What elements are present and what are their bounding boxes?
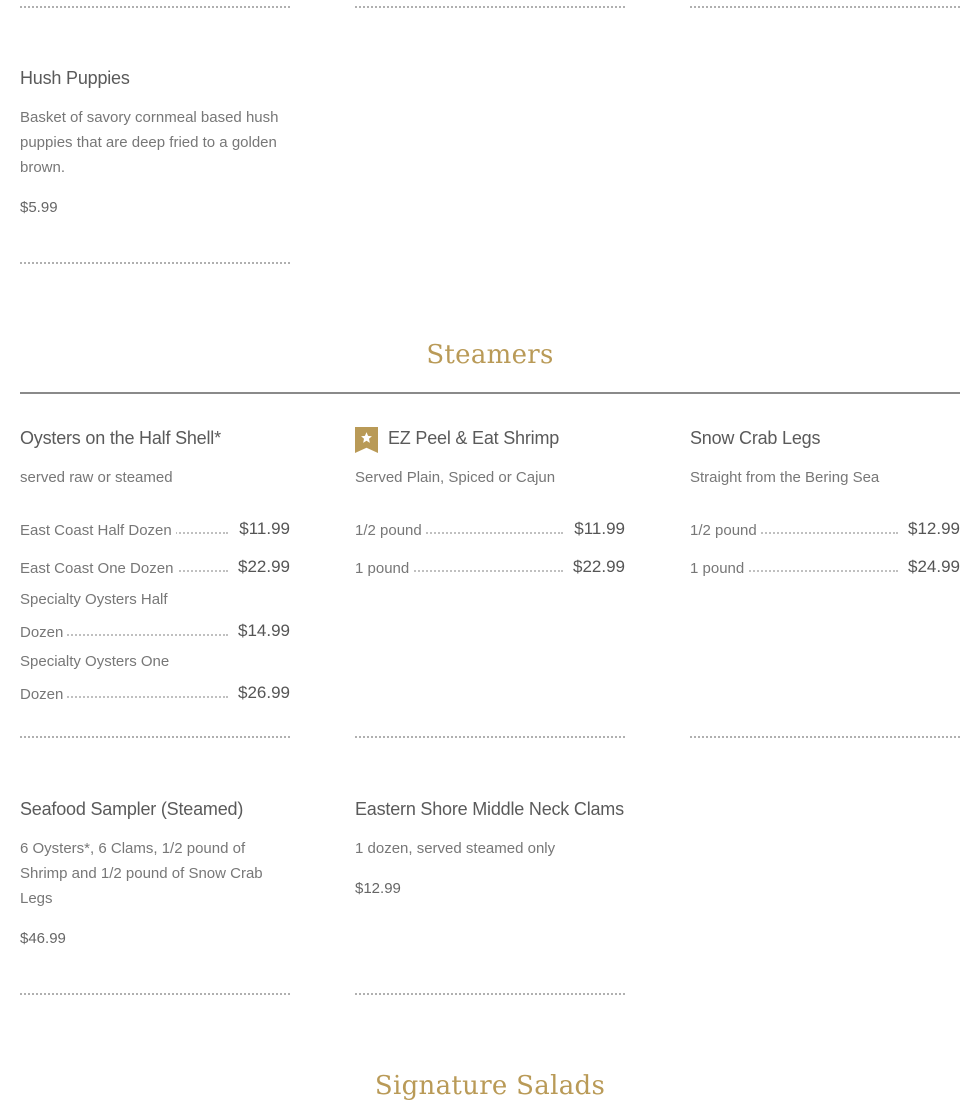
price-option-value: $11.99 — [570, 519, 625, 539]
price-option-value: $26.99 — [234, 683, 290, 703]
price-option-value: $22.99 — [234, 557, 290, 577]
menu-item-name: Oysters on the Half Shell* — [20, 428, 221, 448]
section-title-signature-salads: Signature Salads — [374, 1071, 606, 1101]
menu-item-description: Straight from the Bering Sea — [690, 469, 880, 486]
price-option-row — [20, 553, 290, 577]
item-separator — [690, 736, 960, 738]
price-option-label: 1/2 pound — [690, 522, 761, 539]
item-separator — [355, 993, 625, 995]
price-option-value: $11.99 — [235, 519, 290, 539]
menu-item-description: Basket of savory cornmeal based hush puppies that are deep fried to a golden brown. — [20, 109, 279, 176]
menu-item-price: $12.99 — [355, 880, 401, 897]
price-option-row — [690, 553, 960, 577]
price-option-row — [690, 515, 960, 539]
price-option-label: Dozen — [20, 686, 67, 703]
price-option-label: East Coast One Dozen — [20, 560, 177, 577]
price-option-value: $14.99 — [234, 621, 290, 641]
menu-item-description: 1 dozen, served steamed only — [355, 840, 556, 857]
item-separator — [690, 6, 960, 8]
star-badge-icon — [355, 427, 378, 453]
price-option-value: $22.99 — [569, 557, 625, 577]
price-option-value: $24.99 — [904, 557, 960, 577]
section-divider — [20, 392, 960, 394]
price-option-label: Specialty Oysters Half — [20, 591, 168, 608]
price-option-label: 1 pound — [355, 560, 413, 577]
menu-item-name: Eastern Shore Middle Neck Clams — [355, 799, 624, 819]
item-separator — [20, 993, 290, 995]
menu-item-price: $5.99 — [20, 199, 58, 216]
menu-item-name: Seafood Sampler (Steamed) — [20, 799, 244, 819]
menu-item-description: served raw or steamed — [20, 469, 173, 486]
price-option-label: 1 pound — [690, 560, 748, 577]
price-option-row — [355, 553, 625, 577]
price-option-label: Dozen — [20, 624, 67, 641]
menu-item-name: Hush Puppies — [20, 68, 130, 88]
price-option-row — [20, 591, 290, 641]
item-separator — [355, 736, 625, 738]
price-option-value: $12.99 — [904, 519, 960, 539]
menu-item-description: Served Plain, Spiced or Cajun — [355, 469, 556, 486]
item-separator — [20, 6, 290, 8]
price-option-label: Specialty Oysters One — [20, 653, 170, 670]
menu-item-price: $46.99 — [20, 930, 66, 947]
item-separator — [355, 6, 625, 8]
menu-item-description: 6 Oysters*, 6 Clams, 1/2 pound of Shrimp and 1/2 pound of Snow Crab Legs — [20, 840, 263, 907]
menu-item-name: EZ Peel & Eat Shrimp — [388, 428, 560, 448]
price-option-row — [355, 515, 625, 539]
section-title-steamers: Steamers — [426, 340, 554, 370]
price-option-row — [20, 515, 290, 539]
price-option-label: 1/2 pound — [355, 522, 426, 539]
price-option-row — [20, 653, 290, 703]
price-option-label: East Coast Half Dozen — [20, 522, 176, 539]
menu-item-name: Snow Crab Legs — [690, 428, 821, 448]
item-separator — [20, 262, 290, 264]
item-separator — [20, 736, 290, 738]
